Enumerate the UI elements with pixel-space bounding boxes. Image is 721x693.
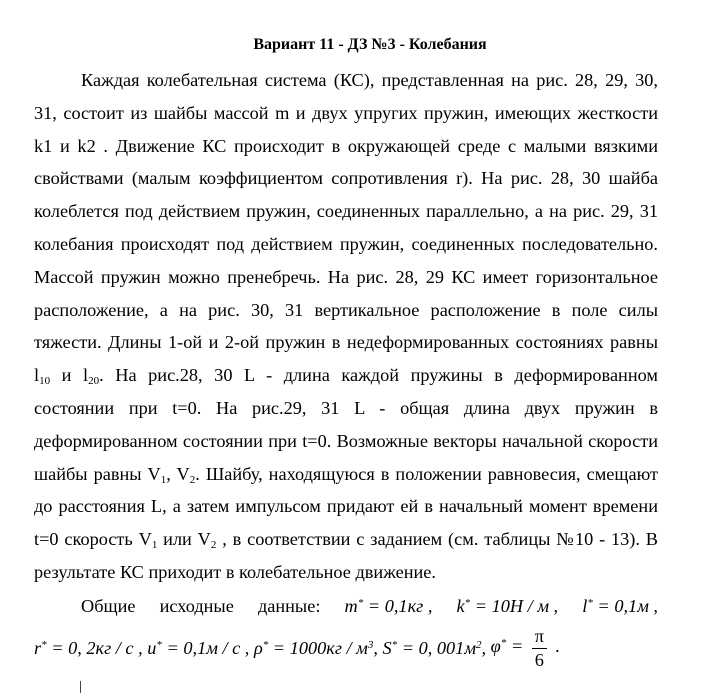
area-formula: S* = 0, $001м^2$, <box>382 637 491 658</box>
common-word: исходные <box>159 596 234 616</box>
text-segment: . Шайбу, находящуюся в положении равновесия, смещают до расстояния L, а затем импульсом придают ей в начальный момент времени t=0 скорость V <box>34 463 658 550</box>
text-segment: , в соответствии с заданием (см. таблицы №10 - 13). В результате КС приходит в колебательное движение. <box>34 529 658 582</box>
text-segment: и l <box>50 365 89 386</box>
resistance-formula: r* = 0, 2кг / с , <box>34 637 148 658</box>
subscript: 1 <box>160 473 167 486</box>
stiffness-formula: k* = 10H / м , <box>456 596 559 616</box>
text-segment: . На рис.28, 30 L - длина каждой пружины в деформированном состоянии при t=0. На рис.29, 31 L - общая длина двух пружин в деформированном состоянии при t=0. Возможные векторы начальной скорости шайбы равны V <box>34 365 658 484</box>
text-segment: или V <box>157 529 211 550</box>
subscript: 1 <box>151 539 158 552</box>
mass-formula: m* = 0,1кг , <box>344 596 433 616</box>
common-data-line-2 <box>34 626 658 670</box>
subscript: 10 <box>39 375 51 388</box>
subscript: 20 <box>88 375 100 388</box>
subscript: 2 <box>210 539 217 552</box>
density-formula: $\rho^* = 1000кг / м^3$, <box>253 637 383 658</box>
subscript: 2 <box>189 473 196 486</box>
common-word: Общие <box>81 596 136 616</box>
text-segment: Каждая колебательная система (КС), представленная на рис. 28, 29, 30, 31, состоит из шайбы массой m и двух упругих пружин, имеющих жесткости k1 и k2 . Движение КС происходит в окружающей среде с малыми вязкими свойствами (малым коэффициентом сопротивления r). На рис. 28, 30 шайба колеблется под действием пружин, соединенных параллельно, а на рис. 29, 31 колебания происходят под действием пружин, соединенных последовательно. Массой пружин можно пренебречь. На рис. 28, 29 КС имеет горизонтальное расположение, а на рис. 30, 31 вертикальное расположение в поле силы тяжести. Длины 1-ой и 2-ой пружин в недеформированных состояниях равны l <box>34 70 658 386</box>
common-data-block <box>34 596 658 670</box>
common-data-line-1 <box>34 596 658 626</box>
phase-formula: φ* = $\frac{\pi}{6}$ . <box>490 626 561 670</box>
document-title: Вариант 11 - ДЗ №3 - Колебания <box>253 36 487 53</box>
velocity-formula: u* = 0,1м / с , <box>147 637 254 658</box>
common-word: данные: <box>257 596 321 616</box>
text-segment: , V <box>166 463 190 484</box>
text-cursor-mark <box>80 681 81 693</box>
pi-over-six-fraction: $\frac{\pi}{6}$ <box>532 627 547 669</box>
length-formula: l* = 0,1м , <box>582 596 658 616</box>
problem-paragraph <box>34 64 658 589</box>
